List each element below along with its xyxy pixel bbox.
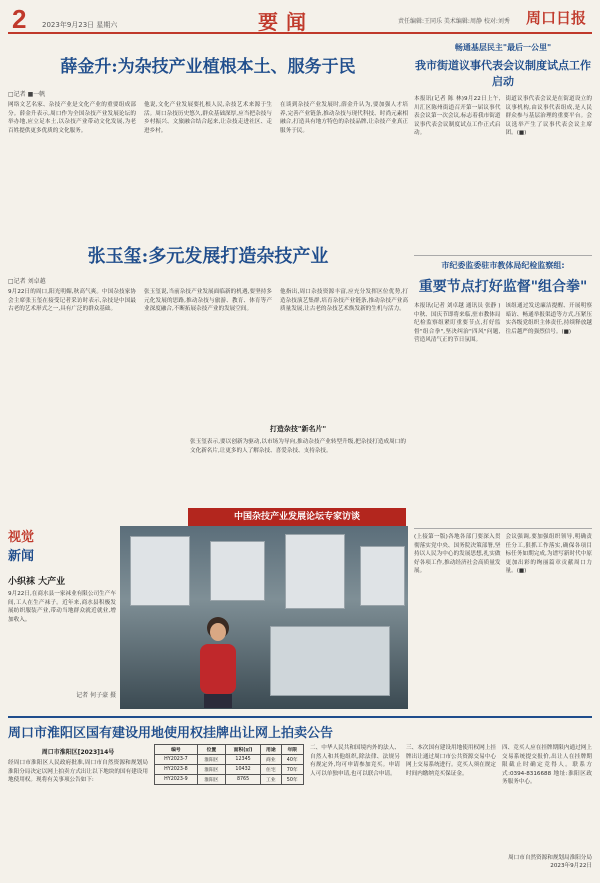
table-header: 面积(㎡) [225,745,260,755]
worker-figure [190,612,246,708]
sidebar-text: 张玉玺表示,要以创新为驱动,以市场为导向,推动杂技产业转型升级,把杂技打造成周口的文化新名片,让更多的人了解杂技、喜爱杂技、支持杂技。 [190,439,406,454]
photo-caption-title: 小织袜 大产业 [8,577,66,587]
article-byline: □记者 刘卓越 [8,278,46,285]
land-parcel-table [154,744,304,785]
table-row [155,765,304,775]
article-sidebar [190,420,406,508]
notice-title: 周口市淮阳区国有建设用地使用权挂牌出让网上拍卖公告 [8,726,334,741]
label-line2: 新闻 [8,549,35,564]
article-column: 他说,文化产业发展要扎根人民,杂技艺术来源于生活。周口杂技历史悠久,群众基础深厚,应当把杂技与乡村振兴、文旅融合结合起来,让杂技走进社区、走进乡村。 [144,102,272,134]
label-line1: 视觉 [8,530,35,545]
factory-photo [120,526,408,709]
article-column: 本报讯(记者 刘卓越 通讯员 张静 )中秋、国庆节即将来临,驻市教体局纪检监察组紧盯重要节点,打好监督"组合拳",坚决纠治"四风"问题,营造风清气正的节日氛围。 [414,303,501,344]
article-title: 薛金升:为杂技产业植根本土、服务于民 [60,57,356,77]
article-column: 该组通过发送廉洁提醒、开展明察暗访、畅通举报渠道等方式,压紧压实各级党组织主体责任,持续释放越往后越严的强烈信号。(■) [505,303,592,335]
article-byline: □记者 ■一帆 [8,91,46,98]
article-column: 在谈到杂技产业发展时,薛金升认为,要加强人才培养,完善产业链条,推动杂技与现代科技、时尚元素相融合,打造具有地方特色的杂技品牌,让杂技产业真正服务于民。 [280,102,408,134]
table-header: 编号 [155,745,198,755]
article-title: 张玉玺:多元发展打造杂技产业 [87,246,329,267]
article-zhang-yuxi [8,230,408,520]
notice-column: 三、本次国有建设用地使用权网上挂牌出让通过周口市公共资源交易中心网上交易系统进行。竞买人须在规定时间内缴纳竞买保证金。 [406,745,496,777]
table-cell: HY2023-9 [155,775,198,785]
page-date: 2023年9月23日 星期六 [42,21,118,29]
photo-news-label [8,526,60,566]
page-number: 2 [12,4,27,34]
editors-line: 责任编辑:王同乐 美术编辑:周静 校对:刘秀 [398,18,510,25]
photo-caption-block [8,590,116,708]
table-cell: 8765 [225,775,260,785]
table-cell: 商业 [261,755,281,765]
sidebar-title: 打造杂技"新名片" [269,425,327,433]
table-row [155,755,304,765]
article-title: 我市街道议事代表会议制度试点工作启动 [415,59,591,88]
table-cell: HY2023-7 [155,755,198,765]
table-cell: 50年 [281,775,304,785]
table-header: 年限 [281,745,304,755]
article-title: 重要节点打好监督"组合拳" [418,279,588,295]
table-cell: HY2023-8 [155,765,198,775]
table-cell: 40年 [281,755,304,765]
article-column: 他指出,周口杂技资源丰富,应充分发挥区位优势,打造杂技演艺集群,培育杂技产业链条,推动杂技产业高质量发展,让古老的杂技艺术焕发新的生机与活力。 [280,289,408,313]
photo-caption: 9月22日,在商水县一家袜业有限公司生产车间,工人在生产袜子。近年来,商水县积极发展纺织服装产业,带动当地群众就近就业,增加收入。 [8,591,116,623]
article-council-meeting [414,38,592,267]
article-kicker: 市纪委监委驻市教体局纪检监察组: [441,261,565,270]
notice-column: 二、中华人民共和国境内外的法人、自然人和其他组织,除法律、法规另有规定外,均可申请参加竞买。申请人可以单独申请,也可以联合申请。 [310,745,400,777]
machine-shape [130,536,190,606]
article-column: 9月22日的周口,阳光明媚,秋高气爽。中国杂技家协会主席张玉玺在接受记者采访时表示,杂技是中国最古老的艺术形式之一,具有广泛的群众基础。 [8,289,136,313]
notice-column: 四、竞买人应在挂牌期限内通过网上交易系统提交报价,出让人在挂牌期限截止时确定竞得人。联系方式:0394-8316688 地址:淮阳区政务服务中心。 [502,745,592,786]
article-supervision [414,255,592,492]
notice-doc-number: 周口市淮阳区[2023]14号 [41,749,115,756]
article-column: 街道议事代表会议是在街道设立的议事机构,由议事代表组成,是人民群众参与基层治理的重要平台。会议选举产生了议事代表会议主席团。(■) [505,96,592,137]
photo-news [8,526,408,711]
notice-signature: 周口市自然资源和规划局淮阳分局 [508,855,592,861]
table-row [155,775,304,785]
table-cell: 工业 [261,775,281,785]
newspaper-logo: 周口日报 [525,9,586,27]
machine-shape [210,541,265,601]
table-cell: 淮阳区 [197,775,225,785]
article-column: (上接第一版)各地各部门要深入贯彻落实党中央、国务院决策部署,坚持以人民为中心的发展思想,扎实做好各项工作,推动经济社会高质量发展。 [414,534,501,575]
table-cell: 10432 [225,765,260,775]
table-cell: 12345 [225,755,260,765]
table-header: 位置 [197,745,225,755]
machine-shape [285,534,345,609]
table-cell: 淮阳区 [197,765,225,775]
article-kicker: 畅通基层民主"最后一公里" [454,43,552,52]
article-column: 张玉玺说,当前杂技产业发展面临新的机遇,要坚持多元化发展的思路,推动杂技与旅游、教育、体育等产业深度融合,不断拓展杂技产业的发展空间。 [144,289,272,313]
article-column: 本报讯(记者 陈 林)9月22日上午,川汇区陈州街道召开第一届议事代表会议第一次会议,标志着我市街道议事代表会议制度试点工作正式启动。 [414,96,501,137]
table-cell: 70年 [281,765,304,775]
table-cell: 淮阳区 [197,755,225,765]
article-continued [414,528,592,713]
machine-shape [360,546,405,606]
table-cell: 住宅 [261,765,281,775]
section-title: 要闻 [258,10,314,34]
table-header: 用途 [261,745,281,755]
article-xue-jinsheng [8,38,408,228]
notice-sign-date: 2023年9月22日 [550,863,592,869]
article-column: 网络文艺名家、杂技产业是文化产业的重要组成部分。薛金升表示,周口作为全国杂技产业发展论坛的举办地,应立足本土,以杂技产业带动文化发展,为老百姓提供更多优质的文化服务。 [8,102,136,134]
notice-intro: 经周口市淮阳区人民政府批准,周口市自然资源和规划局淮阳分局决定以网上拍卖方式出让以下地块的国有建设用地使用权。现将有关事项公告如下: [8,760,148,784]
forum-banner: 中国杂技产业发展论坛专家访谈 [188,508,406,526]
article-column: 会议强调,要加强组织领导,明确责任分工,狠抓工作落实,确保各项目标任务如期完成,为谱写新时代中原更加出彩的绚丽篇章贡献周口力量。(■) [505,534,592,575]
photo-credit: 记者 何子豪 摄 [76,692,116,699]
land-auction-notice [8,716,592,876]
machine-shape [270,626,390,696]
masthead [8,4,592,34]
